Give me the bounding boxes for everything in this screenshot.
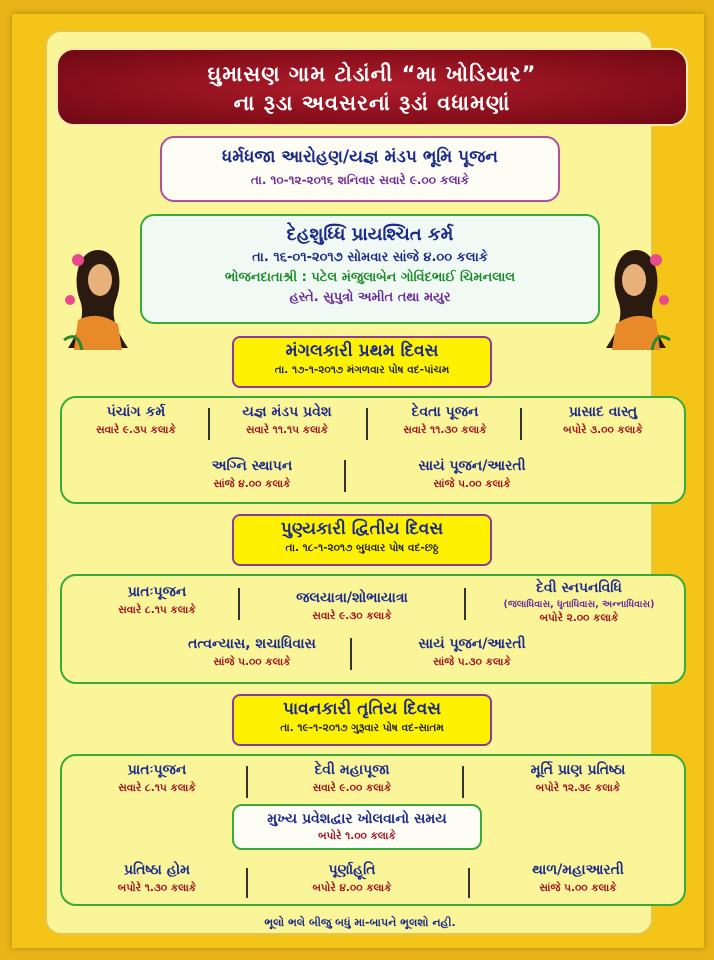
divider <box>462 766 464 798</box>
day1-date: તા. ૧૭-૧-૨૦૧૭ મંગળવાર પોષ વદ-પાંચમ <box>274 364 450 376</box>
divider <box>468 868 470 898</box>
day1-event: પ્રાસાદ વાસ્તુ બપોરે ૩.૦૦ કલાકે <box>563 404 643 436</box>
day3-title-box <box>232 694 492 746</box>
ceremony-flag-title: ધર્મધજા આરોહણ/યજ્ઞ મંડપ ભૂમિ પૂજન <box>222 147 498 167</box>
day3-title: પાવનકારી તૃતિય દિવસ <box>282 699 442 719</box>
header-line-1: ઘુમાસણ ગામ ટોડાંની “મા ખોડિયાર” <box>207 62 537 86</box>
main-gate-opening-title: મુખ્ય પ્રવેશદ્વાર ખોલવાનો સમય <box>267 811 447 827</box>
divider <box>344 460 346 492</box>
day1-title-box <box>232 336 492 388</box>
main-gate-opening-box <box>232 804 482 850</box>
divider <box>246 766 248 798</box>
day2-event: દેવી સ્નપનવિધિ (જલાધિવાસ, ધૃતાધિવાસ, અન્નાધિવાસ) બપોરે ૨.૦૦ કલાકે <box>503 580 655 624</box>
day1-event: સાયં પૂજન/આરતી સાંજે ૫.૦૦ કલાકે <box>418 458 526 490</box>
divider <box>350 638 352 670</box>
day1-event: અગ્નિ સ્થાપન સાંજે ૪.૦૦ કલાકે <box>211 458 293 490</box>
page-header <box>56 48 688 126</box>
day1-event: પંચાંગ કર્મ સવારે ૯.૩૫ કલાકે <box>96 404 176 436</box>
main-gate-opening-time: બપોરે ૧.૦૦ કલાકે <box>318 830 396 842</box>
day1-events-box <box>60 396 686 504</box>
divider <box>208 408 210 440</box>
ceremony-donor: ભોજનદાતાશ્રી : પટેલ મંજુલાબેન ગોવિંદભાઈ ચિમનલાલ <box>224 270 516 285</box>
day3-event: દેવી મહાપૂજા સવારે ૯.૦૦ કલાકે <box>312 762 392 794</box>
ceremony-flag-date: તા. ૧૦-૧૨-૨૦૧૬ શનિવાર સવારે ૯.૦૦ કલાકે <box>250 173 470 187</box>
left-lady-decoration-icon <box>58 240 138 360</box>
divider <box>520 408 522 440</box>
day2-date: તા. ૧૮-૧-૨૦૧૭ બુધવાર પોષ વદ-છઠ્ઠ <box>285 542 439 554</box>
day3-date: તા. ૧૯-૧-૨૦૧૭ ગુરૂવાર પોષ વદ-સાતમ <box>280 722 444 734</box>
day2-event: જલયાત્રા/શોભાયાત્રા સવારે ૯.૩૦ કલાકે <box>296 590 408 622</box>
day3-event: થાળ/મહાઆરતી સાંજે ૫.૦૦ કલાકે <box>532 862 624 894</box>
divider <box>238 588 240 620</box>
day1-event: યજ્ઞ મંડપ પ્રવેશ સવારે ૧૧.૧૫ કલાકે <box>242 404 332 436</box>
divider <box>246 868 248 898</box>
day2-event: તત્વન્યાસ, શચાધિવાસ સાંજે ૫.૦૦ કલાકે <box>188 636 316 668</box>
day2-event: પ્રાતઃપૂજન સવારે ૮.૧૫ કલાકે <box>118 584 196 616</box>
footer-quote: ભૂલો ભલે બીજુ બધું મા-બાપને ભૂલશો નહી. <box>264 916 456 929</box>
day3-event: મૂર્તિ પ્રાણ પ્રતિષ્ઠા બપોરે ૧૨.૩૯ કલાકે <box>530 762 626 794</box>
ceremony-purification-title: દેહશુધ્ધિ પ્રાયશ્ચિત કર્મ <box>286 224 454 245</box>
day1-title: મંગલકારી પ્રથમ દિવસ <box>285 341 439 361</box>
divider <box>464 588 466 620</box>
day3-event: પૂર્ણાહૂતિ બપોરે ૪.૦૦ કલાકે <box>312 862 392 894</box>
ceremony-through: હસ્તે. સુપુત્રો અમીત તથા મયુર <box>289 290 451 305</box>
ceremony-flag-box <box>160 136 560 202</box>
day3-event: પ્રાતઃપૂજન સવારે ૮.૧૫ કલાકે <box>118 762 196 794</box>
header-line-2: ના રૂડા અવસરનાં રૂડાં વધામણાં <box>233 91 511 115</box>
right-lady-decoration-icon <box>596 240 676 360</box>
day3-event: પ્રતિષ્ઠા હોમ બપોરે ૧.૩૦ કલાકે <box>117 862 197 894</box>
day2-title: પુણ્યકારી દ્વિતીય દિવસ <box>280 519 444 539</box>
day2-event: સાયં પૂજન/આરતી સાંજે ૫.૩૦ કલાકે <box>418 636 526 668</box>
ceremony-purification-date: તા. ૧૬-૦૧-૨૦૧૭ સોમવાર સાંજે ૪.૦૦ કલાકે <box>252 250 488 265</box>
day2-events-box <box>60 574 686 684</box>
day1-event: દેવતા પૂજન સવારે ૧૧.૩૦ કલાકે <box>403 404 487 436</box>
ceremony-purification-box <box>140 214 600 324</box>
day2-title-box <box>232 514 492 566</box>
divider <box>366 408 368 440</box>
